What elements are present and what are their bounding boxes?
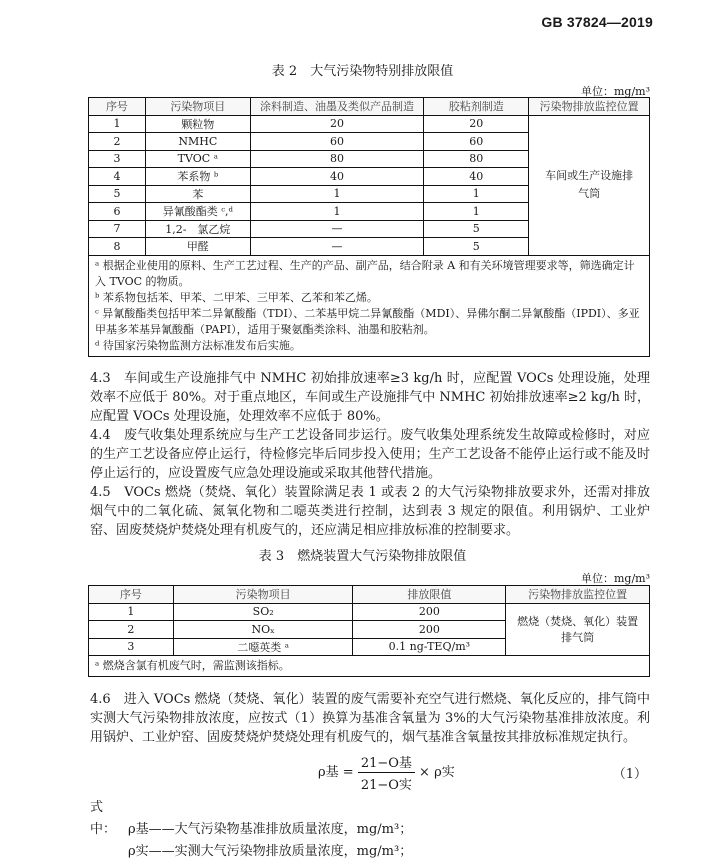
table-cell: 40 [250,168,424,186]
paragraph-4-3: 4.3 车间或生产设施排气中 NMHC 初始排放速率≥3 kg/h 时，应配置 VOCs 处理设施，处理效率不应低于 80%。对于重点地区，车间或生产设施排气中 NMHC 初始排放速率≥2 kg/h 时，应配置 VOCs 处理设施，处理效率不应低于 80%。 [90,371,650,424]
table-note: ᵈ 待国家污染物监测方法标准发布后实施。 [95,338,301,352]
table-cell: 苯 [145,185,250,203]
formula-rhs: × ρ实 [419,765,455,780]
table-cell: 20 [424,115,529,133]
table-cell: 5 [89,185,146,203]
paragraph-4-4: 4.4 废气收集处理系统应与生产工艺设备同步运行。废气收集处理系统发生故障或检修时，对应的生产工艺设备应停止运行，待检修完毕后同步投入使用；生产工艺设备不能停止运行或不能及时停止运行的，应设置废气应急处理设施或采取其他替代措施。 [90,428,650,481]
formula-fraction [358,752,415,793]
table-cell: 60 [250,133,424,151]
table-cell: 1 [424,203,529,221]
table-notes-row [89,255,650,356]
header-cell: 涂料制造、油墨及类似产品制造 [250,98,424,116]
table2 [88,97,650,357]
table3-unit: 单位：mg/m³ [580,572,650,585]
table-header-row [89,98,650,116]
table-cell: 40 [424,168,529,186]
table-cell: 1 [89,603,174,621]
table-cell: 二噁英类 ᵃ [173,638,353,656]
table-cell: 1 [424,185,529,203]
table-cell: SO₂ [173,603,353,621]
table-cell: — [250,220,424,238]
definition-item: ρ基——大气污染物基准排放质量浓度，mg/m³； [128,822,413,837]
standard-number: GB 37824—2019 [541,14,653,30]
table-cell: 6 [89,203,146,221]
monitor-position-cell: 燃烧（焚烧、氧化）装置排气筒 [506,603,650,656]
table-row [89,603,650,621]
table-cell: 60 [424,133,529,151]
table-row [89,115,650,133]
table-cell: NMHC [145,133,250,151]
table3-notes [89,656,650,677]
formula-denominator: 21−O实 [360,778,412,793]
table-cell: 5 [424,238,529,256]
table-cell: 异氰酸酯类 ᶜ,ᵈ [145,203,250,221]
header-cell: 排放限值 [353,586,506,604]
table-cell: 5 [424,220,529,238]
table-cell: 3 [89,150,146,168]
table-header-row [89,586,650,604]
table-cell: 200 [353,621,506,639]
table-cell: 1 [250,203,424,221]
table-cell: 0.1 ng-TEQ/m³ [353,638,506,656]
table3-caption: 表 3 燃烧装置大气污染物排放限值 [258,549,467,564]
table-note: ᶜ 异氰酸酯类包括甲苯二异氰酸酯（TDI）、二苯基甲烷二异氰酸酯（MDI）、异佛尔酮二异氰酸酯（IPDI）、多亚甲基多苯基异氰酸酯（PAPI），适用于聚氨酯类涂料、油墨和胶粘剂。 [95,306,640,336]
table2-caption: 表 2 大气污染物特别排放限值 [271,64,454,79]
header-cell: 胶粘剂制造 [424,98,529,116]
table-cell: 8 [89,238,146,256]
definitions-lead: 式中： [90,800,117,837]
table-note: ᵃ 燃烧含氯有机废气时，需监测该指标。 [95,659,290,672]
table-cell: 1,2- 氯乙烷 [145,220,250,238]
table-notes-row [89,656,650,677]
table2-unit: 单位：mg/m³ [580,85,650,98]
table-note: ᵇ 苯系物包括苯、甲苯、二甲苯、三甲苯、乙苯和苯乙烯。 [95,290,378,304]
table-cell: — [250,238,424,256]
table-cell: 1 [89,115,146,133]
table-cell: 2 [89,133,146,151]
table-cell: 3 [89,638,174,656]
table-cell: 1 [250,185,424,203]
paragraph-4-6: 4.6 进入 VOCs 燃烧（焚烧、氧化）装置的废气需要补充空气进行燃烧、氧化反应的，排气筒中实测大气污染物排放浓度，应按式（1）换算为基准含氧量为 3%的大气污染物基准排放浓度。利用锅炉、工业炉窑、固废焚烧炉焚烧处理有机废气的，烟气基准含氧量按其排放标准规定执行。 [90,692,650,745]
table2-notes [89,255,650,356]
header-cell: 序号 [89,586,174,604]
table-cell: 甲醛 [145,238,250,256]
header-cell: 污染物项目 [173,586,353,604]
table-cell: 80 [250,150,424,168]
formula-lhs: ρ基 = [318,765,354,780]
table-cell: NOₓ [173,621,353,639]
formula-definitions [90,797,412,863]
definition-item: ρ实——实测大气污染物排放质量浓度，mg/m³； [128,844,413,859]
header-cell: 污染物排放监控位置 [506,586,650,604]
formula [318,752,455,793]
table-cell: 苯系物 ᵇ [145,168,250,186]
header-cell: 污染物排放监控位置 [529,98,650,116]
table-cell: 颗粒物 [145,115,250,133]
paragraph-4-5: 4.5 VOCs 燃烧（焚烧、氧化）装置除满足表 1 或表 2 的大气污染物排放要求外，还需对排放烟气中的二氧化硫、氮氧化物和二噁英类进行控制，达到表 3 规定的限值。利用锅炉、工业炉窑、固废焚烧炉焚烧处理有机废气的，还应满足相应排放标准的控制要求。 [90,485,650,538]
monitor-position-cell: 车间或生产设施排气筒 [529,115,650,255]
table-cell: 20 [250,115,424,133]
header-cell: 序号 [89,98,146,116]
table-cell: 7 [89,220,146,238]
formula-number: （1） [612,767,647,782]
table-cell: 80 [424,150,529,168]
table-cell: 4 [89,168,146,186]
formula-numerator: 21−O基 [358,752,415,773]
table-note: ᵃ 根据企业使用的原料、生产工艺过程、生产的产品、副产品，结合附录 A 和有关环境管理要求等，筛选确定计入 TVOC 的物质。 [95,258,635,288]
table-cell: TVOC ᵃ [145,150,250,168]
table3 [88,585,650,677]
table-cell: 200 [353,603,506,621]
table-cell: 2 [89,621,174,639]
header-cell: 污染物项目 [145,98,250,116]
